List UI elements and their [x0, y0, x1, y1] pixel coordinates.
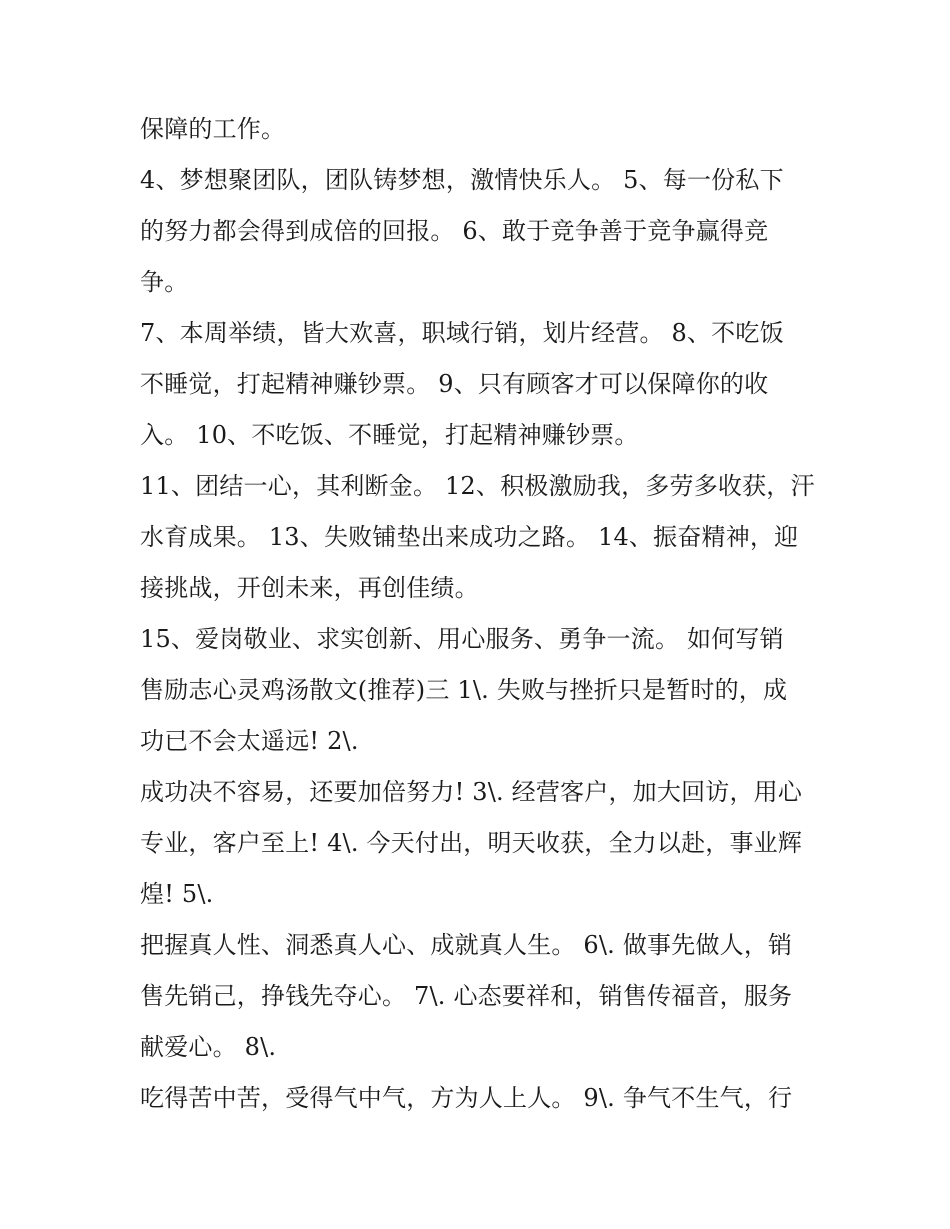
paragraph — [140, 308, 820, 461]
text-line: 争。 — [140, 268, 189, 296]
text-line: 功已不会太遥远! 2\. — [140, 727, 359, 755]
paragraph — [140, 461, 820, 614]
paragraph — [140, 1073, 820, 1124]
text-line: 4、梦想聚团队，团队铸梦想，激情快乐人。 5、每一份私下 — [140, 166, 784, 194]
text-line: 售先销己，挣钱先夺心。 7\. 心态要祥和，销售传福音，服务 — [140, 982, 793, 1010]
text-line: 不睡觉，打起精神赚钞票。 9、只有顾客才可以保障你的收 — [140, 370, 769, 398]
text-line: 售励志心灵鸡汤散文(推荐)三 1\. 失败与挫折只是暂时的，成 — [140, 676, 788, 704]
paragraph — [140, 155, 820, 308]
text-line: 献爱心。 8\. — [140, 1033, 277, 1061]
text-line: 保障的工作。 — [140, 115, 286, 143]
text-line: 成功决不容易，还要加倍努力! 3\. 经营客户，加大回访，用心 — [140, 778, 803, 806]
text-line: 11、团结一心，其利断金。 12、积极激励我，多劳多收获，汗 — [140, 472, 815, 500]
text-line: 的努力都会得到成倍的回报。 6、敢于竞争善于竞争赢得竞 — [140, 217, 769, 245]
text-line: 7、本周举绩，皆大欢喜，职域行销，划片经营。 8、不吃饭 — [140, 319, 784, 347]
text-line: 入。 10、不吃饭、不睡觉，打起精神赚钞票。 — [140, 421, 639, 449]
text-line: 水育成果。 13、失败铺垫出来成功之路。 14、振奋精神，迎 — [140, 523, 799, 551]
text-line: 15、爱岗敬业、求实创新、用心服务、勇争一流。 如何写销 — [140, 625, 784, 653]
paragraph — [140, 920, 820, 1073]
text-line: 煌! 5\. — [140, 880, 214, 908]
paragraph — [140, 767, 820, 920]
text-line: 把握真人性、洞悉真人心、成就真人生。 6\. 做事先做人，销 — [140, 931, 793, 959]
text-line: 专业，客户至上! 4\. 今天付出，明天收获，全力以赴，事业辉 — [140, 829, 803, 857]
text-line: 吃得苦中苦，受得气中气，方为人上人。 9\. 争气不生气，行 — [140, 1084, 793, 1112]
text-line: 接挑战，开创未来，再创佳绩。 — [140, 574, 479, 602]
document-body — [140, 104, 820, 1124]
paragraph — [140, 104, 820, 155]
paragraph — [140, 614, 820, 767]
